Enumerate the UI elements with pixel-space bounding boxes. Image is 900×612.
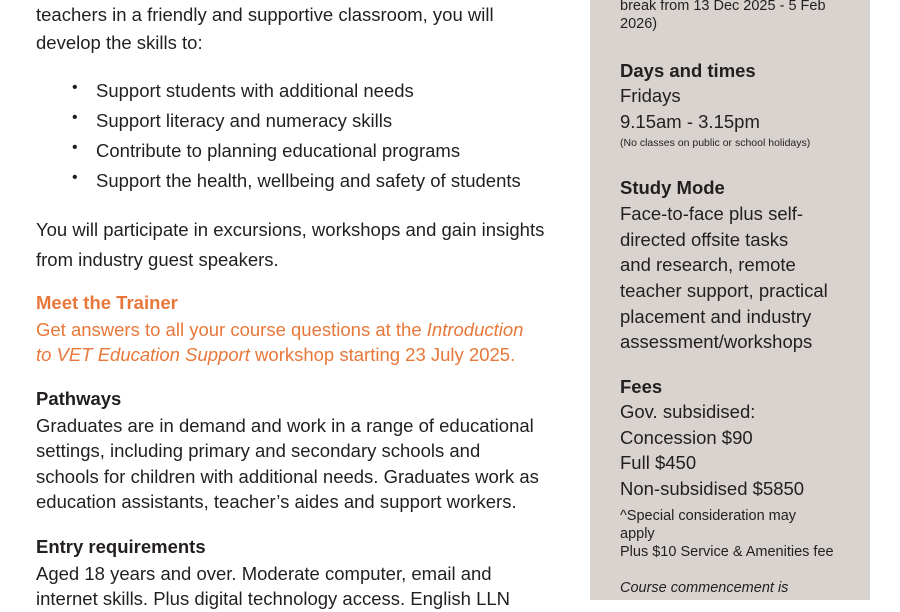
time-value: 9.15am - 3.15pm [620, 111, 760, 132]
fees-heading: Fees [620, 376, 663, 397]
bullet-icon: • [72, 109, 78, 126]
fees-line: Concession $90 [620, 427, 753, 448]
trainer-line-2: to VET Education Support workshop starting 23 July 2025. [36, 344, 516, 365]
break-line-1: break from 13 Dec 2025 - 5 Feb [620, 0, 826, 14]
mode-line: assessment/workshops [620, 331, 813, 352]
days-note: (No classes on public or school holidays) [620, 137, 811, 149]
mode-line: and research, remote [620, 254, 796, 275]
intro-line-1: teachers in a friendly and supportive classroom, you will [36, 4, 494, 25]
fees-line: Full $450 [620, 452, 697, 473]
workshop-link-cont[interactable]: to VET Education Support [36, 344, 250, 365]
mode-line: directed offsite tasks [620, 229, 789, 250]
entry-line: Aged 18 years and over. Moderate computer, email and [36, 563, 492, 584]
intro-line-2: develop the skills to: [36, 32, 203, 53]
day-value: Fridays [620, 85, 681, 106]
fee-note: Plus $10 Service & Amenities fee [620, 544, 834, 560]
days-heading: Days and times [620, 60, 756, 81]
entry-heading: Entry requirements [36, 536, 206, 557]
fee-note: apply [620, 526, 655, 542]
bullet-icon: • [72, 169, 78, 186]
workshop-link[interactable]: Introduction [426, 319, 524, 340]
commencement-note: Course commencement is [620, 580, 789, 596]
bullet-icon: • [72, 139, 78, 156]
mode-line: teacher support, practical [620, 280, 828, 301]
fees-line: Gov. subsidised: [620, 401, 756, 422]
entry-line: internet skills. Plus digital technology access. English LLN [36, 588, 511, 609]
mode-line: Face-to-face plus self- [620, 203, 804, 224]
fees-line: Non-subsidised $5850 [620, 478, 805, 499]
mode-heading: Study Mode [620, 177, 725, 198]
pathways-line: settings, including primary and secondary schools and [36, 440, 481, 461]
break-line-2: 2026) [620, 16, 658, 32]
bullet-icon: • [72, 79, 78, 96]
pathways-line: schools for children with additional needs. Graduates work as [36, 466, 539, 487]
fee-note: ^Special consideration may [620, 508, 797, 524]
pathways-line: education assistants, teacher’s aides and support workers. [36, 491, 517, 512]
trainer-line-1: Get answers to all your course questions at the Introduction [36, 319, 524, 340]
participation-line-2: from industry guest speakers. [36, 249, 279, 270]
participation-line-1: You will participate in excursions, workshops and gain insights [36, 219, 545, 240]
pathways-line: Graduates are in demand and work in a range of educational [36, 415, 534, 436]
course-info-sidebar [590, 0, 870, 600]
trainer-heading: Meet the Trainer [36, 292, 178, 313]
mode-line: placement and industry [620, 306, 812, 327]
pathways-heading: Pathways [36, 388, 122, 409]
